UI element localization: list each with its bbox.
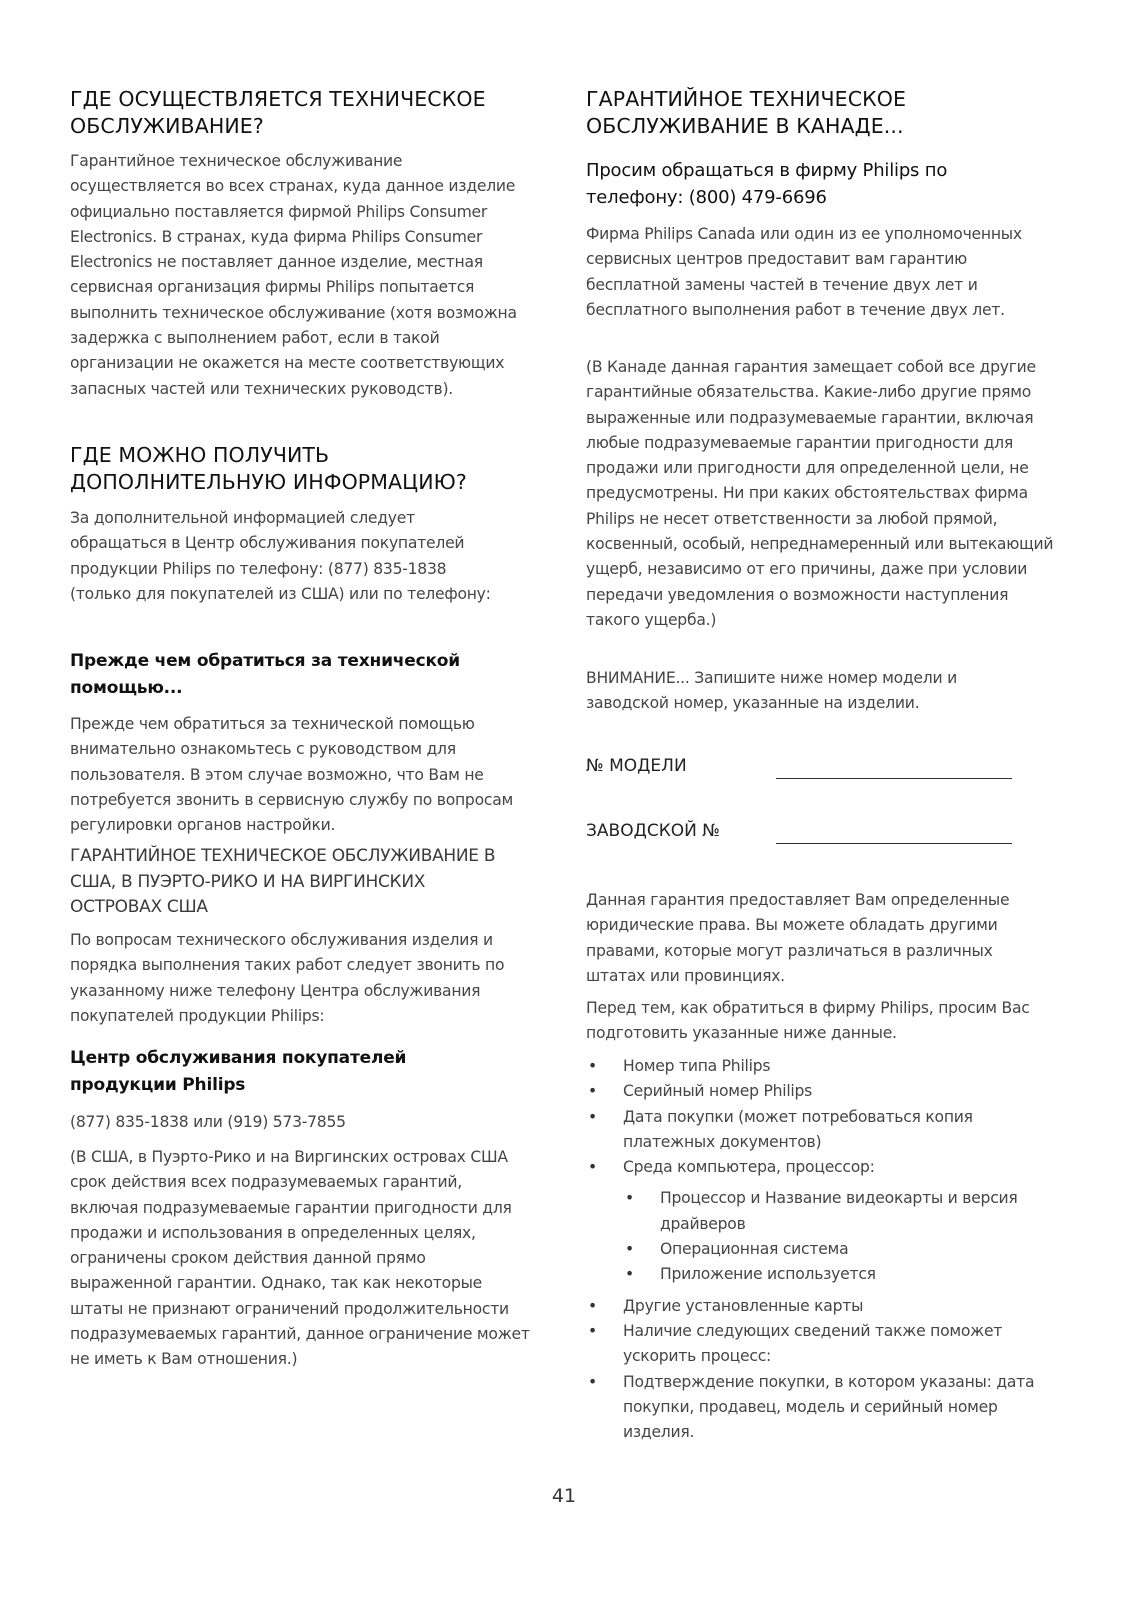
model-number-label: № МОДЕЛИ <box>586 756 687 776</box>
sub-list-item: • Процессор и Название видеокарты и версия драйверов <box>623 1186 1046 1237</box>
page-number: 41 <box>551 1485 577 1507</box>
model-number-field <box>586 756 1016 786</box>
heading-where-service: ГДЕ ОСУЩЕСТВЛЯЕТСЯ ТЕХНИЧЕСКОЕ ОБСЛУЖИВАНИЕ? <box>70 87 486 138</box>
list-item: • Серийный номер Philips <box>586 1079 1046 1104</box>
list-item: • Номер типа Philips <box>586 1054 1046 1079</box>
paragraph-before-contact: Прежде чем обратиться за технической помощью внимательно ознакомьтесь с руководством для пользователя. В этом случае возможно, что Вам не потребуется звонить в сервисную службу по вопросам регулировки органов настройки. <box>70 715 514 835</box>
serial-number-line <box>776 843 1012 844</box>
paragraph-canada-limitation: (В Канаде данная гарантия замещает собой все другие гарантийные обязательства. Какие-либо другие прямо выраженные или подразумеваемые гарантии, включая любые подразумеваемые гарантии пригодности для продажи или пригодности для определенной цели, не предусмотрены. Ни при каких обстоятельствах фирма Philips не несет ответственности за любой прямой, косвенный, особый, непреднамеренный или вытекающий ущерб, независимо от его причины, даже при условии передачи уведомления о возможности наступления такого ущерба.) <box>586 358 1054 629</box>
prepare-list <box>586 1054 1046 1445</box>
paragraph-legal-rights: Данная гарантия предоставляет Вам определенные юридические права. Вы можете обладать другими правами, которые могут различаться в различных штатах или провинциях. <box>586 891 1010 985</box>
list-item: • Подтверждение покупки, в котором указаны: дата покупки, продавец, модель и серийный номер изделия. <box>586 1370 1046 1446</box>
heading-before-contact: Прежде чем обратиться за технической помощью... <box>70 651 460 698</box>
model-number-line <box>776 778 1012 779</box>
paragraph-prepare-data: Перед тем, как обратиться в фирму Philips, просим Вас подготовить указанные ниже данные. <box>586 999 1030 1043</box>
paragraph-us-limitation: (В США, в Пуэрто-Рико и на Виргинских островах США срок действия всех подразумеваемых гарантий, включая подразумеваемые гарантии пригодности для продажи и использования в определенных целях, ограничены сроком действия данной прямо выраженной гарантии. Однако, так как некоторые штаты не признают ограничений продолжительности подразумеваемых гарантий, данное ограничение может не иметь к Вам отношения.) <box>70 1148 530 1369</box>
sub-list-item: • Приложение используется <box>623 1262 1046 1287</box>
list-item: • Другие установленные карты <box>586 1294 1046 1319</box>
paragraph-us-warranty: По вопросам технического обслуживания изделия и порядка выполнения таких работ следует звонить по указанному ниже телефону Центра обслуживания покупателей продукции Philips: <box>70 931 505 1025</box>
phone-numbers: (877) 835-1838 или (919) 573-7855 <box>70 1113 346 1131</box>
heading-customer-center: Центр обслуживания покупателей продукции Philips <box>70 1048 407 1095</box>
sub-list-item: • Операционная система <box>623 1237 1046 1262</box>
paragraph-attention: ВНИМАНИЕ... Запишите ниже номер модели и заводской номер, указанные на изделии. <box>586 669 957 713</box>
serial-number-field <box>586 821 1016 851</box>
paragraph-more-info: За дополнительной информацией следует обращаться в Центр обслуживания покупателей продукции Philips по телефону: (877) 835-1838 (только для покупателей из США) или по телефону: <box>70 509 491 603</box>
list-item: • Наличие следующих сведений также поможет ускорить процесс: <box>586 1319 1046 1370</box>
list-item-label: Среда компьютера, процессор: <box>623 1158 875 1177</box>
sub-list <box>623 1186 1046 1287</box>
heading-canada-phone: Просим обращаться в фирму Philips по телефону: (800) 479-6696 <box>586 160 948 208</box>
list-item: • Дата покупки (может потребоваться копия платежных документов) <box>586 1105 1046 1156</box>
list-item <box>586 1155 1046 1287</box>
serial-number-label: ЗАВОДСКОЙ № <box>586 821 720 841</box>
heading-us-warranty: ГАРАНТИЙНОЕ ТЕХНИЧЕСКОЕ ОБСЛУЖИВАНИЕ В США, В ПУЭРТО-РИКО И НА ВИРГИНСКИХ ОСТРОВАХ США <box>70 846 496 917</box>
paragraph-service-countries: Гарантийное техническое обслуживание осуществляется во всех странах, куда данное изделие официально поставляется фирмой Philips Consumer Electronics. В странах, куда фирма Philips Consumer Electronics не поставляет данное изделие, местная сервисная организация фирмы Philips попытается выполнить техническое обслуживание (хотя возможна задержка с выполнением работ, если в такой организации не окажется на месте соответствующих запасных частей или технических руководств). <box>70 152 517 398</box>
heading-more-info: ГДЕ МОЖНО ПОЛУЧИТЬ ДОПОЛНИТЕЛЬНУЮ ИНФОРМАЦИЮ? <box>70 443 467 494</box>
heading-canada-warranty: ГАРАНТИЙНОЕ ТЕХНИЧЕСКОЕ ОБСЛУЖИВАНИЕ В КАНАДЕ... <box>586 87 907 138</box>
paragraph-canada-service: Фирма Philips Canada или один из ее уполномоченных сервисных центров предоставит вам гарантию бесплатной замены частей в течение двух лет и бесплатного выполнения работ в течение двух лет. <box>586 225 1022 319</box>
